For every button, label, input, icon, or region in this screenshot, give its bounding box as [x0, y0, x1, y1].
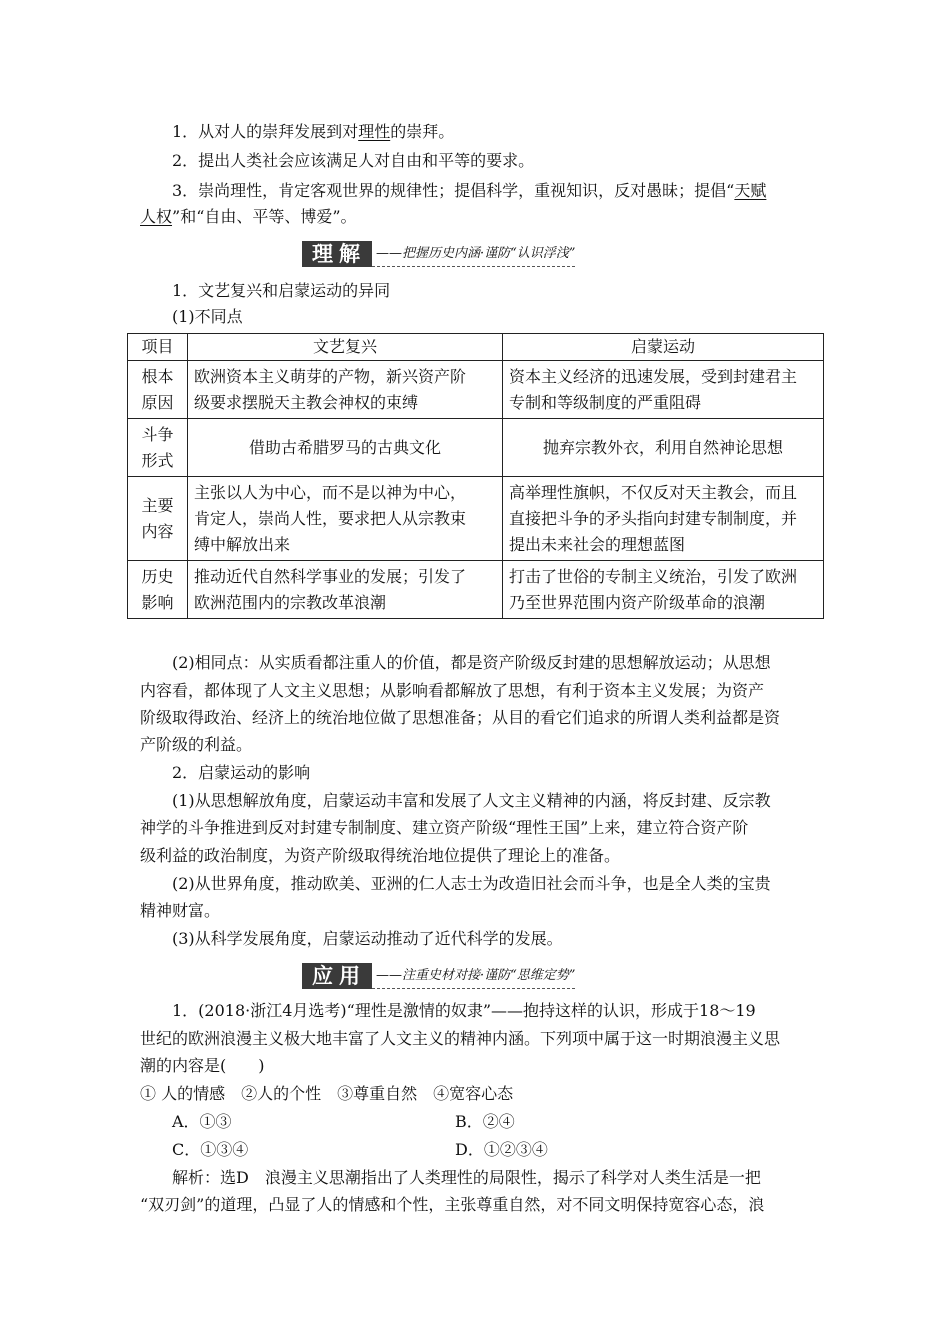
banner-slogan: ——注重史材对接·谨防“思维定势” [372, 966, 575, 989]
banner-badge: 理解 [302, 241, 372, 267]
row-label: 斗争 形式 [128, 419, 188, 477]
section-2-p1-line2: 神学的斗争推进到反对封建专制制度、建立资产阶级“理性王国”上来，建立符合资产阶 [140, 818, 749, 837]
summary-item-3-cont: 人权”和“自由、平等、博爱”。 [140, 207, 357, 226]
section-2-p2-line2: 精神财富。 [140, 901, 221, 920]
option-c: C．①③④ [172, 1140, 249, 1159]
underlined-term: 天赋 [734, 181, 767, 200]
enlightenment-cell: 打击了世俗的专制主义统治，引发了欧洲 乃至世界范围内资产阶级革命的浪潮 [503, 561, 824, 619]
table-header-row [128, 334, 824, 361]
question-line-3: 潮的内容是( ) [140, 1056, 265, 1075]
row-label: 根本 原因 [128, 361, 188, 419]
answer-line-2: “双刃剑”的道理，凸显了人的情感和个性，主张尊重自然，对不同文明保持宽容心态，浪 [140, 1195, 765, 1214]
underlined-term: 人权 [140, 207, 173, 226]
underlined-term: 理性 [358, 122, 391, 141]
banner-slogan: ——把握历史内涵·谨防“认识浮浅” [372, 244, 575, 267]
same-line-3: 阶级取得政治、经济上的统治地位做了思想准备；从目的看它们追求的所谓人类利益都是资 [140, 708, 781, 727]
table-row [128, 561, 824, 619]
section-1-subtitle: (1)不同点 [172, 307, 243, 326]
renaissance-cell: 推动近代自然科学事业的发展；引发了 欧洲范围内的宗教改革浪潮 [188, 561, 503, 619]
summary-item-1: 1．从对人的崇拜发展到对理性的崇拜。 [172, 122, 455, 141]
option-a: A．①③ [172, 1112, 232, 1131]
option-b: B．②④ [455, 1112, 515, 1131]
banner-badge: 应用 [302, 963, 372, 989]
question-line-2: 世纪的欧洲浪漫主义极大地丰富了人文主义的精神内涵。下列项中属于这一时期浪漫主义思 [140, 1029, 781, 1048]
section-2-p3: (3)从科学发展角度，启蒙运动推动了近代科学的发展。 [172, 929, 563, 948]
header-item: 项目 [128, 334, 188, 361]
section-1-title: 1．文艺复兴和启蒙运动的异同 [172, 281, 391, 300]
section-2-p1-line3: 级利益的政治制度，为资产阶级取得统治地位提供了理论上的准备。 [140, 846, 621, 865]
enlightenment-cell: 高举理性旗帜，不仅反对天主教会，而且 直接把斗争的矛头指向封建专制制度，并 提出未来社会的理想蓝图 [503, 477, 824, 561]
understand-banner [302, 241, 575, 267]
summary-item-2: 2．提出人类社会应该满足人对自由和平等的要求。 [172, 151, 535, 170]
renaissance-cell: 借助古希腊罗马的古典文化 [188, 419, 503, 477]
summary-item-3: 3．崇尚理性，肯定客观世界的规律性；提倡科学，重视知识，反对愚昧；提倡“天赋 [172, 181, 767, 200]
row-label: 历史 影响 [128, 561, 188, 619]
table-row [128, 477, 824, 561]
question-options-list: ① 人的情感 ②人的个性 ③尊重自然 ④宽容心态 [140, 1084, 514, 1103]
header-enlightenment: 启蒙运动 [503, 334, 824, 361]
table-row [128, 419, 824, 477]
apply-banner [302, 963, 575, 989]
table-row [128, 361, 824, 419]
same-line-1: (2)相同点：从实质看都注重人的价值，都是资产阶级反封建的思想解放运动；从思想 [172, 653, 771, 672]
same-line-2: 内容看，都体现了人文主义思想；从影响看都解放了思想，有利于资本主义发展；为资产 [140, 681, 765, 700]
option-d: D．①②③④ [455, 1140, 548, 1159]
renaissance-cell: 主张以人为中心，而不是以神为中心， 肯定人，崇尚人性，要求把人从宗教束 缚中解放出来 [188, 477, 503, 561]
answer-line-1: 解析：选D 浪漫主义思潮指出了人类理性的局限性，揭示了科学对人类生活是一把 [172, 1168, 761, 1187]
same-line-4: 产阶级的利益。 [140, 735, 253, 754]
question-line-1: 1．(2018·浙江4月选考)“理性是激情的奴隶”——抱持这样的认识，形成于18～19 [172, 1001, 756, 1020]
section-2-p1-line1: (1)从思想解放角度，启蒙运动丰富和发展了人文主义精神的内涵，将反封建、反宗教 [172, 791, 771, 810]
row-label: 主要 内容 [128, 477, 188, 561]
header-renaissance: 文艺复兴 [188, 334, 503, 361]
section-2-title: 2．启蒙运动的影响 [172, 763, 311, 782]
renaissance-cell: 欧洲资本主义萌芽的产物，新兴资产阶 级要求摆脱天主教会神权的束缚 [188, 361, 503, 419]
section-2-p2-line1: (2)从世界角度，推动欧美、亚洲的仁人志士为改造旧社会而斗争，也是全人类的宝贵 [172, 874, 771, 893]
enlightenment-cell: 抛弃宗教外衣，利用自然神论思想 [503, 419, 824, 477]
comparison-table [127, 333, 824, 619]
enlightenment-cell: 资本主义经济的迅速发展，受到封建君主 专制和等级制度的严重阻碍 [503, 361, 824, 419]
